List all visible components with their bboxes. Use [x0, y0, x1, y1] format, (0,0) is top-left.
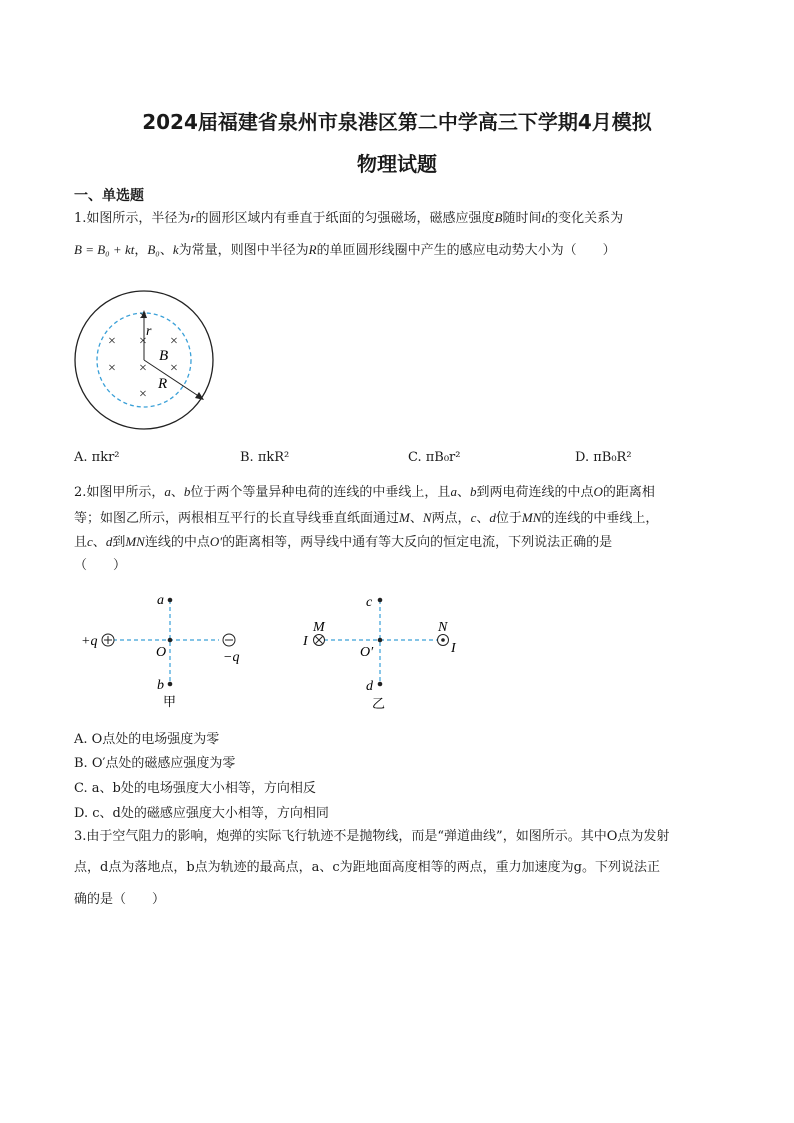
q2-line4: （ ） — [74, 558, 127, 573]
label-plus-q: +q — [81, 634, 98, 649]
var-MN: MN — [125, 534, 145, 549]
label-O-prime: O′ — [360, 645, 374, 660]
text: 位于两个等量异种电荷的连线的中垂线上，且 — [190, 485, 451, 500]
label-a: a — [157, 593, 164, 608]
var-MN: MN — [521, 510, 542, 525]
cross-icon: × — [139, 361, 147, 376]
page-title: 2024届福建省泉州市泉港区第二中学高三下学期4月模拟 — [142, 110, 652, 134]
var-b: b — [183, 484, 191, 499]
section-heading: 一、单选题 — [74, 188, 144, 204]
text: 、 — [92, 535, 106, 550]
label-minus-q: −q — [223, 650, 240, 665]
label-c: c — [366, 595, 373, 610]
cross-icon: × — [139, 387, 147, 402]
text: 、 — [476, 511, 490, 526]
q2-option-a[interactable]: A. O点处的电场强度为零 — [74, 732, 220, 747]
label-B: B — [159, 348, 169, 364]
label-I-left: I — [303, 634, 308, 649]
q1-line1 — [74, 210, 623, 227]
var-O-prime: O′ — [209, 534, 223, 549]
var-r: r — [190, 210, 196, 225]
var-k: k — [172, 242, 179, 257]
var-N: N — [422, 510, 432, 525]
label-d: d — [366, 679, 373, 694]
var-t: t — [541, 210, 546, 225]
q1-option-d[interactable]: D. πB₀R² — [575, 450, 632, 465]
text: 、 — [159, 243, 173, 258]
var-B0: B₀ — [147, 242, 160, 257]
point-d — [378, 682, 383, 687]
text: 位于 — [495, 511, 522, 526]
var-B: B — [494, 210, 503, 225]
text: 的连线的中垂线上， — [541, 511, 659, 526]
text: 1.如图所示，半径为 — [74, 211, 191, 226]
label-M: M — [313, 620, 325, 635]
cross-icon: × — [108, 361, 116, 376]
text: 随时间 — [502, 211, 542, 226]
page-subtitle: 物理试题 — [357, 152, 437, 176]
text: 的单匝圆形线圈中产生的感应电动势大小为（ ） — [316, 243, 616, 258]
label-I-right: I — [451, 641, 456, 656]
cross-icon: × — [170, 334, 178, 349]
q1-option-b[interactable]: B. πkR² — [240, 450, 290, 465]
dot-mark — [441, 638, 445, 642]
point-O — [168, 638, 173, 643]
cross-icon: × — [170, 361, 178, 376]
q3-line1: 3.由于空气阻力的影响，炮弹的实际飞行轨迹不是抛物线，而是“弹道曲线”，如图所示。其中O点为发射 — [74, 829, 670, 844]
q2-figure-yi — [300, 588, 470, 713]
label-O: O — [156, 645, 167, 660]
text: 、 — [170, 485, 184, 500]
text: 、 — [456, 485, 470, 500]
var-a: a — [164, 484, 171, 499]
text: 两点， — [431, 511, 471, 526]
label-N: N — [438, 620, 448, 635]
text: 的距离相 — [602, 485, 655, 500]
text: 的圆形区域内有垂直于纸面的匀强磁场，磁感应强度 — [195, 211, 495, 226]
q2-option-b[interactable]: B. O′点处的磁感应强度为零 — [74, 756, 236, 771]
text: 到两电荷连线的中点 — [476, 485, 594, 500]
point-c — [378, 598, 383, 603]
q2-line1 — [74, 484, 655, 501]
var-O: O — [593, 484, 603, 499]
text: 、 — [409, 511, 423, 526]
var-R: R — [308, 242, 317, 257]
text: 的变化关系为 — [545, 211, 624, 226]
text: 连线的中点 — [144, 535, 210, 550]
q2-option-d[interactable]: D. c、d处的磁感应强度大小相等，方向相同 — [74, 806, 329, 821]
text: 且 — [74, 535, 88, 550]
q1-figure — [70, 288, 220, 438]
cross-icon: × — [139, 309, 147, 324]
q1-option-c[interactable]: C. πB₀r² — [408, 450, 461, 465]
text: 为常量，则图中半径为 — [178, 243, 309, 258]
var-c: c — [470, 510, 477, 525]
text: 2.如图甲所示， — [74, 485, 165, 500]
var-d: d — [105, 534, 113, 549]
q2-line2 — [74, 510, 658, 527]
label-b: b — [157, 678, 164, 693]
q2-option-c[interactable]: C. a、b处的电场强度大小相等，方向相反 — [74, 781, 316, 796]
q3-line3: 确的是（ ） — [74, 892, 166, 907]
point-O-prime — [378, 638, 383, 643]
cross-icon: × — [108, 334, 116, 349]
var-M: M — [399, 510, 410, 525]
text: ， — [134, 243, 148, 258]
caption-jia: 甲 — [163, 694, 177, 709]
var-a: a — [450, 484, 457, 499]
text: 到 — [112, 535, 126, 550]
q2-figure-jia — [75, 588, 255, 713]
q2-line3 — [74, 534, 612, 551]
point-b — [168, 682, 173, 687]
label-r: r — [146, 324, 152, 339]
formula: B = B₀ + kt — [74, 242, 135, 257]
caption-yi: 乙 — [372, 696, 386, 711]
q3-line2: 点，d点为落地点，b点为轨迹的最高点，a、c为距地面高度相等的两点，重力加速度为g。下列说法正 — [74, 860, 660, 875]
text: 等；如图乙所示，两根相互平行的长直导线垂直纸面通过 — [74, 511, 400, 526]
label-R: R — [158, 376, 168, 392]
var-d: d — [489, 510, 496, 525]
cross-icon: × — [139, 334, 147, 349]
q1-line2 — [74, 242, 616, 259]
text: 的距离相等，两导线中通有等大反向的恒定电流，下列说法正确的是 — [222, 535, 613, 550]
var-c: c — [87, 534, 93, 549]
point-a — [168, 598, 173, 603]
q1-option-a[interactable]: A. πkr² — [74, 450, 120, 465]
var-b: b — [469, 484, 477, 499]
